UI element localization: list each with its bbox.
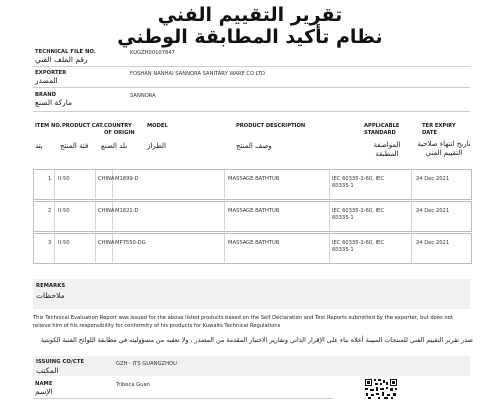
row-standard-1: IEC 60335-2-60, IEC [332, 176, 384, 182]
row-expiry: 24 Dec 2021 [416, 208, 450, 214]
table-row [33, 201, 472, 232]
row-product-cat: II-50 [58, 176, 70, 182]
technical-file-value: KUGZH00107847 [130, 50, 175, 56]
row-model: MP7550-DG [115, 240, 146, 246]
table-row [33, 233, 472, 264]
name-label-ar: الإسم [35, 387, 53, 396]
header-country-ar: بلد الصنع [101, 142, 128, 150]
header-standard: APPLICABLE STANDARD [364, 123, 400, 136]
issuing-value: GZH - ITS GUANGZHOU [116, 361, 177, 367]
row-description: MASSAGE BATHTUB [228, 176, 280, 182]
row-description: MASSAGE BATHTUB [228, 208, 280, 214]
brand-label: BRAND [35, 92, 57, 98]
exporter-value: FOSHAN NANHAI SANNORA SANITARY WARE CO LTD [130, 71, 266, 77]
divider [33, 66, 470, 67]
divider [33, 111, 470, 112]
header-description-ar: وصف المنتج [236, 142, 272, 150]
row-item-no: 2 [48, 208, 52, 214]
header-expiry: TER EXPIRY DATE [422, 123, 456, 136]
row-product-cat: II-50 [58, 208, 70, 214]
technical-file-label-ar: رقم الملف الفني [35, 55, 88, 64]
row-model: M1821-D [115, 208, 139, 214]
name-value: Tribeca Guan [116, 382, 150, 388]
header-model: MODEL [147, 123, 168, 129]
header-item-no-ar: بند [35, 142, 43, 150]
divider [33, 87, 470, 88]
statement-english-2: relieve him of his responsibility for conformity of his products for Kuwaits Technical Regulations [33, 323, 281, 329]
row-country: CHINA [98, 240, 115, 246]
exporter-label-ar: المصدر [35, 76, 58, 85]
row-standard-1: IEC 60335-2-60, IEC [332, 240, 384, 246]
row-model: M1899-D [115, 176, 139, 182]
remarks-label: REMARKS [36, 283, 66, 289]
brand-label-ar: ماركة الصنع [35, 98, 73, 107]
row-item-no: 3 [48, 240, 52, 246]
name-label: NAME [35, 381, 53, 387]
header-standard-ar: المواصفة المطبقة [373, 141, 401, 158]
header-country: COUNTRY OF ORIGIN [104, 123, 135, 136]
statement-english-1: This Technical Evaluation Report was issued for the above listed products based on the Self Declaration and Test Reports submitted by the exporter, but does not [33, 315, 453, 321]
qr-code-icon [364, 378, 398, 400]
divider [33, 398, 333, 399]
header-expiry-ar: تاريخ انتهاء صلاحية التقييم الفني [417, 140, 471, 157]
remarks-label-ar: ملاحظات [36, 291, 65, 300]
row-standard-2: 60335-1 [332, 215, 354, 221]
row-item-no: 1 [48, 176, 52, 182]
row-product-cat: II-50 [58, 240, 70, 246]
header-item-no: ITEM NO. [35, 123, 62, 129]
technical-file-label: TECHNICAL FILE NO. [35, 49, 96, 55]
remarks-box [33, 279, 470, 309]
row-standard-1: IEC 60335-2-60, IEC [332, 208, 384, 214]
row-standard-2: 60335-1 [332, 247, 354, 253]
header-product-cat: PRODUCT CAT. [62, 123, 105, 129]
issuing-box [33, 356, 470, 376]
row-country: CHINA [98, 208, 115, 214]
statement-arabic: صدر تقرير التقييم الفني للمنتجات المبينة أعلاه بناء على الإقرار الذاتي وتقارير الاختبار المقدمة من المصدر ، ولا تعفيه من مسؤوليته في مطابقة اللوائح الفنية الكويتية [40, 336, 473, 344]
brand-value: SANNORA [130, 93, 156, 99]
header-description: PRODUCT DESCRIPTION [236, 123, 306, 129]
row-country: CHINA [98, 176, 115, 182]
issuing-label: ISSUING CO/CTE [36, 359, 85, 365]
table-row [33, 169, 472, 200]
header-model-ar: الطراز [147, 142, 167, 150]
row-expiry: 24 Dec 2021 [416, 240, 450, 246]
title-arabic-2: نظام تأكيد المطابقة الوطني [117, 26, 383, 48]
issuing-label-ar: المكتب [36, 366, 59, 375]
title-arabic-1: تقرير التقييم الفني [157, 4, 343, 26]
exporter-label: EXPORTER [35, 70, 67, 76]
row-description: MASSAGE BATHTUB [228, 240, 280, 246]
header-product-cat-ar: فئة المنتج [60, 142, 89, 150]
row-standard-2: 60335-1 [332, 183, 354, 189]
row-expiry: 24 Dec 2021 [416, 176, 450, 182]
